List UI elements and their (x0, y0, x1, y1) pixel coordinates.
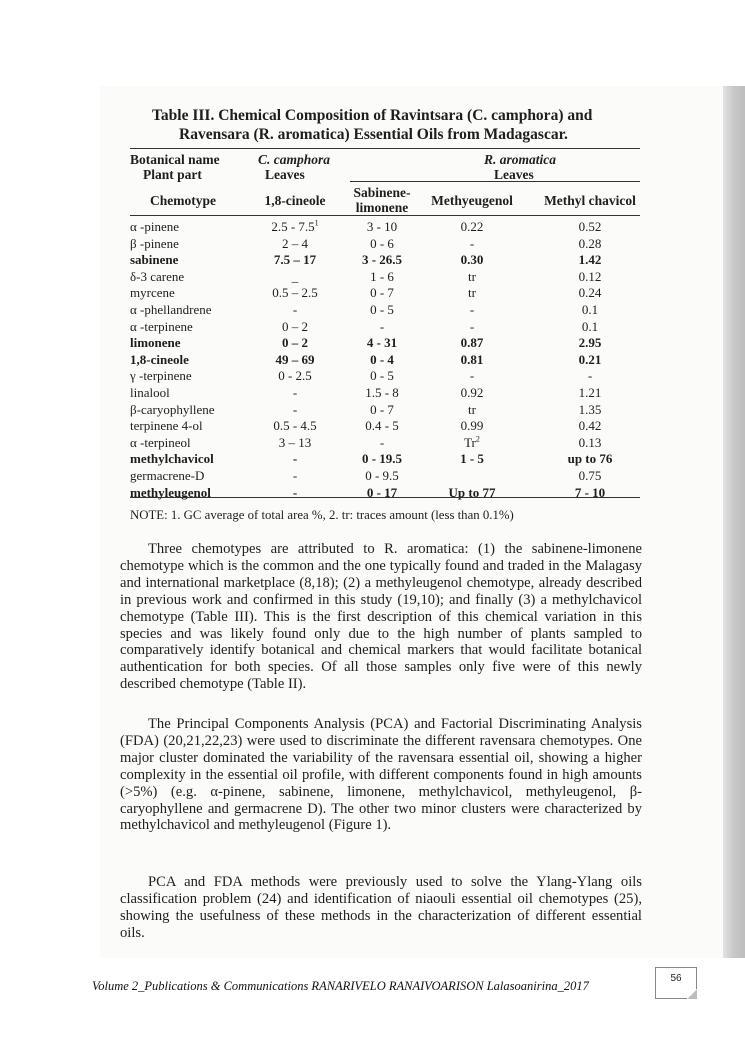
header-chemo-sabinene-1: Sabinene- (353, 185, 411, 200)
row-cineole-value (252, 451, 338, 468)
row-methyeugenol-value-value: Tr (464, 434, 476, 450)
row-methyeugenol-value-value: tr (468, 401, 476, 417)
row-cineole-value-value: _ (291, 268, 299, 284)
row-sabinene-value-value: 0 - 5 (370, 302, 394, 317)
row-compound-name-value: methylchavicol (130, 451, 214, 467)
row-sabinene-value-value: 4 - 31 (366, 335, 398, 351)
row-compound-name-value: terpinene 4-ol (130, 418, 203, 434)
header-r-leaves: Leaves (494, 167, 534, 182)
row-sabinene-value (342, 252, 422, 269)
row-compound-name (130, 368, 192, 385)
header-chemo-cineole: 1,8-cineole (264, 193, 326, 208)
row-methyeugenol-value-value: 1 - 5 (460, 451, 484, 467)
paragraph-2 (120, 716, 642, 834)
row-cineole-value-value: 2 – 4 (282, 235, 308, 251)
row-methyeugenol-value-value: - (469, 302, 475, 317)
row-methyeugenol-value-value: tr (468, 285, 476, 301)
row-sabinene-value (342, 402, 422, 419)
row-cineole-value (252, 385, 338, 402)
row-compound-name (130, 485, 211, 502)
row-cineole-value (252, 219, 338, 236)
row-methylchavicol-value-value: - (587, 368, 593, 384)
row-cineole-value (252, 468, 338, 485)
header-chemotype: Chemotype (150, 193, 216, 208)
header-sub-rule (350, 181, 640, 182)
row-compound-name-value: β -pinene (130, 235, 179, 251)
row-compound-name-value: 1,8-cineole (130, 351, 189, 367)
row-methyeugenol-value (428, 319, 516, 336)
row-cineole-value (252, 402, 338, 419)
row-methylchavicol-value-value: 0.24 (578, 285, 602, 301)
row-methylchavicol-value (540, 302, 640, 319)
row-sabinene-value-value: 0 - 7 (370, 285, 394, 301)
row-cineole-value (252, 352, 338, 369)
table-title-line1: Table III. Chemical Composition of Ravintsara (C. camphora) and (152, 107, 593, 124)
row-cineole-value (252, 302, 338, 319)
row-methyeugenol-value-value: Up to 77 (448, 484, 496, 500)
row-sabinene-value (342, 435, 422, 452)
row-sabinene-value (342, 319, 422, 336)
row-methyeugenol-value-value: 0.22 (460, 219, 484, 234)
row-cineole-value-value: - (292, 302, 298, 317)
row-methyeugenol-value (428, 402, 516, 419)
row-sabinene-value-value: 0.4 - 5 (365, 418, 399, 434)
row-sabinene-value (342, 368, 422, 385)
page-footer: Volume 2_Publications & Communications RANARIVELO RANAIVOARISON Lalasoanirina_2017 (92, 979, 589, 993)
row-compound-name (130, 219, 179, 236)
row-compound-name-value: myrcene (130, 285, 175, 301)
row-compound-name-value: β-caryophyllene (130, 401, 215, 417)
row-methylchavicol-value-value: 0.12 (578, 268, 602, 284)
row-methylchavicol-value-value: 1.21 (578, 385, 602, 400)
table-title-line2: Ravensara (R. aromatica) Essential Oils from Madagascar. (179, 126, 568, 143)
row-cineole-value (252, 368, 338, 385)
row-cineole-value-value: - (292, 468, 298, 483)
row-methyeugenol-value-value: 0.92 (460, 385, 484, 400)
row-methylchavicol-value (540, 285, 640, 302)
row-compound-name-value: limonene (130, 335, 181, 351)
row-methylchavicol-value-value: 0.75 (578, 468, 602, 483)
row-cineole-value-value: 0 – 2 (282, 335, 308, 351)
row-sabinene-value-value: 0 - 4 (370, 351, 394, 367)
row-cineole-value-value: 49 – 69 (275, 351, 315, 367)
row-methylchavicol-value-value: 0.13 (578, 434, 602, 450)
row-sabinene-value-value: 0 - 9.5 (365, 468, 399, 483)
row-methyeugenol-value (428, 285, 516, 302)
row-methyeugenol-value-value: 0.87 (460, 335, 484, 351)
row-methylchavicol-value-value: 0.28 (578, 235, 602, 251)
header-chemo-methyeugenol: Methyeugenol (431, 193, 513, 208)
table-note: NOTE: 1. GC average of total area %, 2. tr: traces amount (less than 0.1%) (130, 508, 514, 522)
row-methylchavicol-value-value: up to 76 (567, 451, 613, 467)
row-methyeugenol-value-value: 0.99 (460, 418, 484, 434)
row-methyeugenol-value (428, 368, 516, 385)
page-number: 56 (670, 973, 682, 984)
row-methyeugenol-value-value: - (469, 318, 475, 334)
table-title (152, 106, 622, 144)
row-sabinene-value-value: 3 - 26.5 (361, 252, 403, 268)
row-methylchavicol-value (540, 368, 640, 385)
row-cineole-value-value: 0 – 2 (282, 318, 308, 334)
row-cineole-value-value: 2.5 - 7.5 (271, 219, 315, 234)
row-methyeugenol-value (428, 485, 516, 502)
row-sabinene-value-value: 0 - 19.5 (361, 451, 403, 467)
row-sabinene-value-value: 3 - 10 (366, 219, 398, 234)
row-sabinene-value-value: 1.5 - 8 (365, 385, 399, 400)
row-methylchavicol-value (540, 385, 640, 402)
row-methyeugenol-value (428, 352, 516, 369)
row-sabinene-value (342, 269, 422, 286)
header-plant-part: Plant part (143, 167, 202, 182)
row-methylchavicol-value (540, 418, 640, 435)
row-cineole-value-value: 7.5 – 17 (273, 252, 317, 268)
row-methylchavicol-value (540, 468, 640, 485)
row-sabinene-value (342, 352, 422, 369)
header-botanical-name: Botanical name (130, 152, 220, 167)
row-cineole-value-value: 0.5 - 4.5 (273, 418, 317, 434)
row-sabinene-value (342, 302, 422, 319)
header-c-camphora: C. camphora (258, 152, 331, 167)
row-compound-name (130, 402, 215, 419)
row-compound-name (130, 385, 170, 402)
row-compound-name (130, 269, 184, 286)
row-cineole-value-value: - (292, 385, 298, 400)
row-methylchavicol-value-value: 1.35 (578, 401, 602, 417)
row-compound-name (130, 285, 175, 302)
row-compound-name-value: methyleugenol (130, 484, 211, 500)
row-methyeugenol-value (428, 385, 516, 402)
row-methyeugenol-value-value: 0.81 (460, 351, 484, 367)
paragraph-1-text: Three chemotypes are attributed to R. aromatica: (1) the sabinene-limonene chemotype which is the common and the one typically found and traded in the Malagasy and international marketplace (8,18); (2) a methyleugenol chemotype, already described in previous work and confirmed in this study (19,10); and finally (3) a methylchavicol chemotype (Table III). This is the first description of this chemical variation in this species and was likely found only due to the high number of plants sampled to comparatively identify botanical and chemical markers that would facilitate botanical authentication for both species. Of all those samples only five were of this newly described chemotype (Table II). (120, 541, 642, 693)
row-methylchavicol-value (540, 451, 640, 468)
row-methyeugenol-value (428, 418, 516, 435)
row-methylchavicol-value (540, 252, 640, 269)
page-number-box (655, 967, 697, 999)
row-cineole-value (252, 485, 338, 502)
row-methyeugenol-value-value: - (469, 235, 475, 251)
row-methylchavicol-value-value: 0.42 (578, 418, 602, 434)
row-compound-name-value: δ-3 carene (130, 268, 185, 284)
row-methylchavicol-value-value: 0.21 (578, 351, 602, 367)
row-sabinene-value (342, 418, 422, 435)
row-methylchavicol-value-value: 0.52 (578, 219, 602, 234)
row-compound-name (130, 236, 179, 253)
row-sabinene-value (342, 385, 422, 402)
row-cineole-value-footnote: 1 (314, 218, 319, 228)
row-compound-name (130, 335, 181, 352)
row-methyeugenol-value (428, 451, 516, 468)
header-c-leaves: Leaves (265, 167, 305, 182)
row-compound-name-value: sabinene (130, 252, 179, 268)
row-compound-name-value: α -phellandrene (130, 302, 212, 317)
row-compound-name (130, 302, 212, 319)
table-bottom-rule (130, 497, 640, 498)
row-sabinene-value (342, 468, 422, 485)
header-chemo-sabinene-2: limonene (355, 200, 409, 215)
row-compound-name-value: linalool (130, 385, 170, 400)
table-top-rule (130, 148, 640, 149)
row-cineole-value-value: - (292, 451, 298, 467)
row-methylchavicol-value-value: 0.1 (581, 302, 599, 317)
row-methylchavicol-value (540, 435, 640, 452)
row-sabinene-value (342, 219, 422, 236)
row-methylchavicol-value-value: 2.95 (578, 335, 602, 351)
row-compound-name (130, 418, 203, 435)
row-methyeugenol-value (428, 435, 516, 452)
row-methylchavicol-value-value: 7 - 10 (574, 484, 606, 500)
paragraph-3 (120, 874, 642, 942)
row-methyeugenol-value-footnote: 2 (475, 434, 480, 444)
row-methyeugenol-value-value: - (469, 368, 475, 384)
row-compound-name (130, 319, 193, 336)
row-sabinene-value (342, 335, 422, 352)
row-sabinene-value-value: 1 - 6 (370, 268, 394, 284)
row-methylchavicol-value-value: 0.1 (581, 318, 599, 334)
row-compound-name-value: γ -terpinene (130, 368, 192, 384)
page-fold-corner (687, 989, 697, 999)
row-compound-name (130, 468, 204, 485)
row-sabinene-value-value: - (379, 318, 385, 334)
row-cineole-value (252, 319, 338, 336)
paragraph-3-text: PCA and FDA methods were previously used to solve the Ylang-Ylang oils classification problem (24) and identification of niaouli essential oil chemotypes (25), showing the usefulness of these methods in the characterization of different essential oils. (120, 874, 642, 941)
row-sabinene-value-value: 0 - 6 (370, 235, 394, 251)
row-compound-name (130, 451, 214, 468)
row-sabinene-value-value: 0 - 17 (366, 484, 398, 500)
paragraph-1 (120, 541, 642, 693)
row-cineole-value (252, 435, 338, 452)
row-methyeugenol-value (428, 219, 516, 236)
row-compound-name-value: α -terpinene (130, 318, 193, 334)
row-methyeugenol-value (428, 269, 516, 286)
row-cineole-value (252, 335, 338, 352)
row-methyeugenol-value (428, 236, 516, 253)
row-methyeugenol-value (428, 335, 516, 352)
row-sabinene-value (342, 485, 422, 502)
row-methyeugenol-value (428, 252, 516, 269)
row-cineole-value-value: 0.5 – 2.5 (272, 285, 318, 301)
row-cineole-value (252, 252, 338, 269)
header-bottom-rule (130, 215, 640, 216)
row-methylchavicol-value-value: 1.42 (578, 252, 602, 268)
row-methylchavicol-value (540, 319, 640, 336)
row-sabinene-value (342, 451, 422, 468)
row-sabinene-value (342, 236, 422, 253)
row-methylchavicol-value (540, 352, 640, 369)
row-methylchavicol-value (540, 485, 640, 502)
row-methyeugenol-value-value: tr (468, 268, 476, 284)
row-sabinene-value-value: 0 - 7 (370, 401, 394, 417)
row-methylchavicol-value (540, 236, 640, 253)
row-compound-name (130, 435, 191, 452)
row-cineole-value-value: - (292, 401, 298, 417)
row-compound-name-value: α -pinene (130, 219, 180, 234)
row-methylchavicol-value (540, 402, 640, 419)
row-sabinene-value (342, 285, 422, 302)
header-chemo-methylchavicol: Methyl chavicol (544, 193, 636, 208)
row-compound-name-value: germacrene-D (130, 468, 205, 483)
row-cineole-value (252, 236, 338, 253)
row-methyeugenol-value-value: 0.30 (460, 252, 484, 268)
row-cineole-value (252, 285, 338, 302)
row-methyeugenol-value (428, 302, 516, 319)
row-cineole-value-value: 3 – 13 (278, 434, 312, 450)
row-cineole-value-value: - (292, 484, 298, 500)
row-methylchavicol-value (540, 335, 640, 352)
row-compound-name (130, 252, 178, 269)
row-sabinene-value-value: 0 - 5 (370, 368, 394, 384)
row-sabinene-value-value: - (379, 434, 385, 450)
row-methylchavicol-value (540, 269, 640, 286)
row-cineole-value-value: 0 - 2.5 (278, 368, 312, 384)
paragraph-2-text: The Principal Components Analysis (PCA) and Factorial Discriminating Analysis (FDA) (20,21,22,23) were used to discriminate the different ravensara chemotypes. One major cluster dominated the variability of the ravensara essential oil, showing a higher complexity in the essential oil profile, with different components found in high amounts (>5%) (e.g. α-pinene, sabinene, limonene, methylchavicol, methyleugenol, β-caryophyllene and germacrene D). The other two minor clusters were characterized by methylchavicol and methyleugenol (Figure 1). (120, 716, 642, 834)
header-r-aromatica: R. aromatica (484, 152, 557, 167)
row-compound-name (130, 352, 189, 369)
row-cineole-value (252, 269, 338, 286)
row-compound-name-value: α -terpineol (130, 434, 191, 450)
row-methylchavicol-value (540, 219, 640, 236)
row-cineole-value (252, 418, 338, 435)
